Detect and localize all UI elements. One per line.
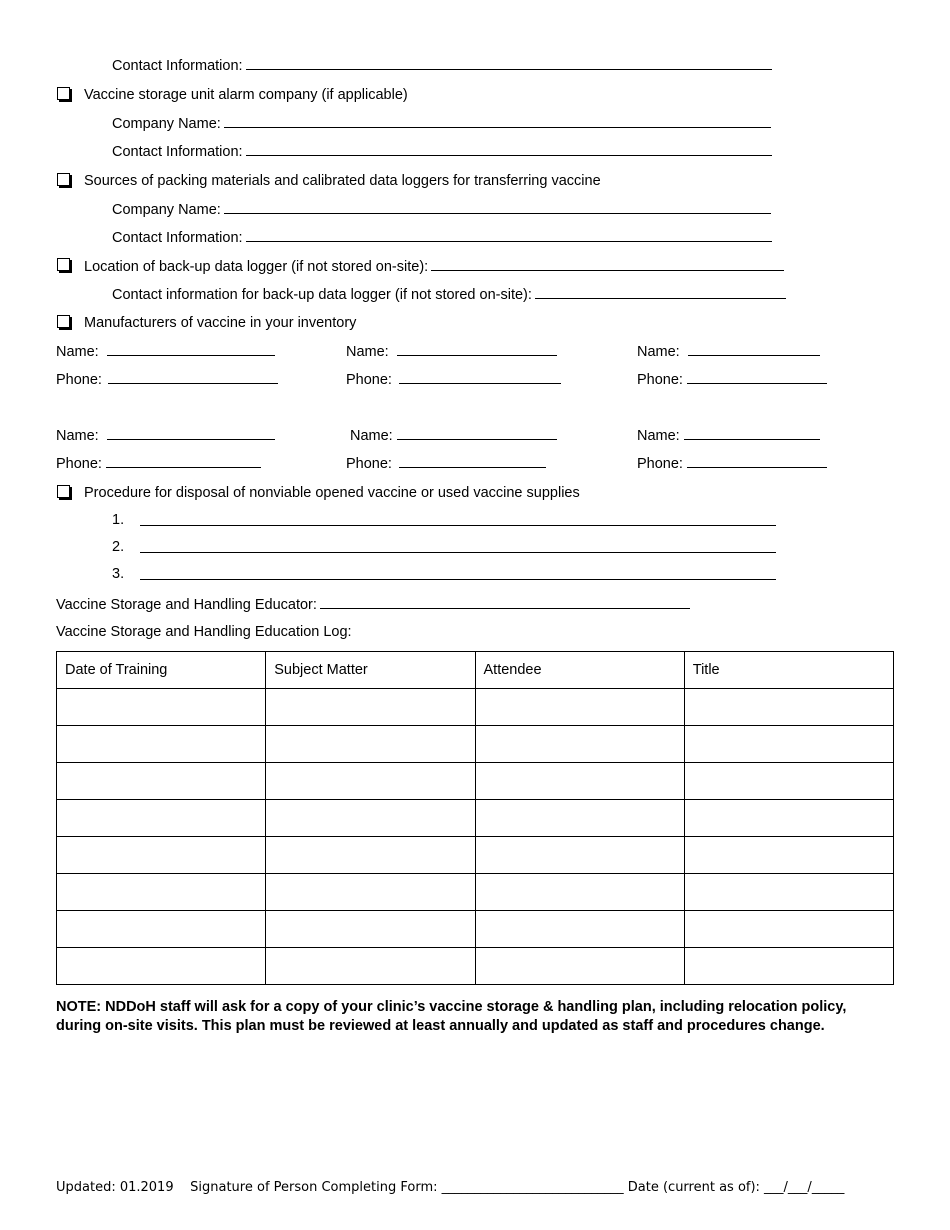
mfr-phone-field[interactable]: [687, 371, 827, 384]
manufacturers-heading: Manufacturers of vaccine in your inventory: [84, 315, 357, 331]
table-cell-date[interactable]: [57, 948, 266, 985]
top-contact-row: [112, 57, 772, 74]
mfr-phone-label: Phone:: [56, 372, 102, 388]
table-cell-date[interactable]: [57, 911, 266, 948]
mfr-name-2: [346, 343, 557, 360]
column-header-title: Title: [684, 652, 893, 689]
backup-heading: Location of back-up data logger (if not stored on-site):: [84, 259, 429, 275]
alarm-contact-field[interactable]: [246, 143, 772, 156]
table-row: [57, 689, 894, 726]
footer-signature[interactable]: Signature of Person Completing Form: ____________________________: [190, 1180, 624, 1195]
table-cell-title[interactable]: [684, 874, 893, 911]
mfr-phone-label: Phone:: [346, 372, 392, 388]
table-row: [57, 874, 894, 911]
footer: [56, 1180, 844, 1195]
table-cell-title[interactable]: [684, 763, 893, 800]
manufacturers-checkbox[interactable]: [57, 315, 70, 328]
backup-location-field[interactable]: [431, 258, 784, 271]
table-cell-date[interactable]: [57, 874, 266, 911]
packing-checkbox[interactable]: [57, 173, 70, 186]
table-cell-subject[interactable]: [266, 689, 475, 726]
mfr-phone-field[interactable]: [108, 371, 278, 384]
mfr-name-6: [637, 427, 820, 444]
table-cell-title[interactable]: [684, 837, 893, 874]
table-cell-attendee[interactable]: [475, 689, 684, 726]
backup-checkbox[interactable]: [57, 258, 70, 271]
mfr-name-field[interactable]: [684, 427, 820, 440]
table-cell-attendee[interactable]: [475, 911, 684, 948]
educator-field[interactable]: [320, 596, 690, 609]
table-cell-attendee[interactable]: [475, 874, 684, 911]
backup-contact-label: Contact information for back-up data logger (if not stored on-site):: [112, 287, 532, 303]
educator-row: [56, 596, 690, 613]
mfr-phone-label: Phone:: [637, 372, 683, 388]
table-cell-date[interactable]: [57, 763, 266, 800]
alarm-contact-row: [112, 143, 772, 160]
mfr-name-field[interactable]: [397, 427, 557, 440]
mfr-phone-field[interactable]: [399, 455, 546, 468]
mfr-name-label: Name:: [637, 428, 680, 444]
table-cell-title[interactable]: [684, 911, 893, 948]
top-contact-label: Contact Information:: [112, 58, 243, 74]
table-cell-date[interactable]: [57, 689, 266, 726]
mfr-name-field[interactable]: [688, 343, 820, 356]
disposal-step: [112, 539, 124, 555]
mfr-phone-5: [346, 455, 546, 472]
backup-contact-field[interactable]: [535, 286, 786, 299]
mfr-name-1: [56, 343, 275, 360]
table-row: [57, 763, 894, 800]
column-header-subject: Subject Matter: [266, 652, 475, 689]
table-row: [57, 726, 894, 763]
packing-contact-row: [112, 229, 772, 246]
disposal-step: [112, 566, 124, 582]
mfr-name-field[interactable]: [107, 343, 275, 356]
mfr-phone-3: [637, 371, 827, 388]
disposal-step-field[interactable]: [140, 512, 776, 526]
table-cell-title[interactable]: [684, 689, 893, 726]
mfr-phone-6: [637, 455, 827, 472]
packing-company-field[interactable]: [224, 201, 771, 214]
packing-company-row: [112, 201, 771, 218]
table-cell-attendee[interactable]: [475, 837, 684, 874]
mfr-phone-1: [56, 371, 278, 388]
table-cell-subject[interactable]: [266, 726, 475, 763]
packing-contact-field[interactable]: [246, 229, 772, 242]
disposal-step: [112, 512, 124, 528]
alarm-heading: Vaccine storage unit alarm company (if applicable): [84, 87, 408, 103]
table-cell-subject[interactable]: [266, 911, 475, 948]
mfr-name-field[interactable]: [397, 343, 557, 356]
disposal-step-number: 2.: [112, 539, 125, 555]
table-row: [57, 911, 894, 948]
table-cell-attendee[interactable]: [475, 948, 684, 985]
table-cell-subject[interactable]: [266, 800, 475, 837]
mfr-name-5: [350, 427, 557, 444]
table-cell-subject[interactable]: [266, 948, 475, 985]
alarm-company-row: [112, 115, 771, 132]
disposal-step-field[interactable]: [140, 539, 776, 553]
footer-date[interactable]: Date (current as of): ___/___/_____: [627, 1180, 845, 1195]
backup-row: [84, 258, 784, 275]
disposal-step-number: 3.: [112, 566, 125, 582]
table-cell-attendee[interactable]: [475, 763, 684, 800]
table-cell-title[interactable]: [684, 800, 893, 837]
mfr-phone-label: Phone:: [56, 456, 102, 472]
alarm-company-label: Company Name:: [112, 116, 221, 132]
disposal-step-field[interactable]: [140, 566, 776, 580]
packing-heading: Sources of packing materials and calibrated data loggers for transferring vaccine: [84, 173, 601, 189]
mfr-phone-field[interactable]: [399, 371, 561, 384]
table-cell-date[interactable]: [57, 837, 266, 874]
mfr-name-label: Name:: [350, 428, 393, 444]
table-cell-subject[interactable]: [266, 763, 475, 800]
table-row: [57, 948, 894, 985]
education-log-table: [56, 651, 894, 985]
mfr-name-label: Name:: [56, 428, 99, 444]
top-contact-field[interactable]: [246, 57, 772, 70]
note-text: NOTE: NDDoH staff will ask for a copy of your clinic’s vaccine storage & handling plan, including relocation policy, during on-site visits. This plan must be reviewed at least annually and updated as staff and procedures change.: [56, 999, 847, 1034]
mfr-name-label: Name:: [56, 344, 99, 360]
education-log-label: Vaccine Storage and Handling Education Log:: [56, 624, 352, 640]
table-cell-subject[interactable]: [266, 837, 475, 874]
mfr-phone-field[interactable]: [106, 455, 261, 468]
mfr-name-field[interactable]: [107, 427, 275, 440]
table-header-row: [57, 652, 894, 689]
mfr-name-4: [56, 427, 275, 444]
footer-updated: Updated: 01.2019: [56, 1180, 174, 1195]
table-cell-attendee[interactable]: [475, 726, 684, 763]
mfr-name-label: Name:: [346, 344, 389, 360]
packing-company-label: Company Name:: [112, 202, 221, 218]
table-cell-date[interactable]: [57, 726, 266, 763]
disposal-heading: Procedure for disposal of nonviable opened vaccine or used vaccine supplies: [84, 485, 580, 501]
table-cell-title[interactable]: [684, 726, 893, 763]
mfr-phone-2: [346, 371, 561, 388]
alarm-checkbox[interactable]: [57, 87, 70, 100]
packing-contact-label: Contact Information:: [112, 230, 243, 246]
column-header-attendee: Attendee: [475, 652, 684, 689]
disposal-checkbox[interactable]: [57, 485, 70, 498]
disposal-step-number: 1.: [112, 512, 125, 528]
mfr-phone-4: [56, 455, 261, 472]
mfr-name-3: [637, 343, 820, 360]
backup-contact-row: [112, 286, 786, 303]
table-cell-subject[interactable]: [266, 874, 475, 911]
mfr-phone-label: Phone:: [637, 456, 683, 472]
alarm-contact-label: Contact Information:: [112, 144, 243, 160]
mfr-phone-field[interactable]: [687, 455, 827, 468]
mfr-name-label: Name:: [637, 344, 680, 360]
mfr-phone-label: Phone:: [346, 456, 392, 472]
column-header-date: Date of Training: [57, 652, 266, 689]
table-cell-title[interactable]: [684, 948, 893, 985]
table-cell-date[interactable]: [57, 800, 266, 837]
table-row: [57, 800, 894, 837]
educator-label: Vaccine Storage and Handling Educator:: [56, 597, 317, 613]
alarm-company-field[interactable]: [224, 115, 771, 128]
table-cell-attendee[interactable]: [475, 800, 684, 837]
table-row: [57, 837, 894, 874]
